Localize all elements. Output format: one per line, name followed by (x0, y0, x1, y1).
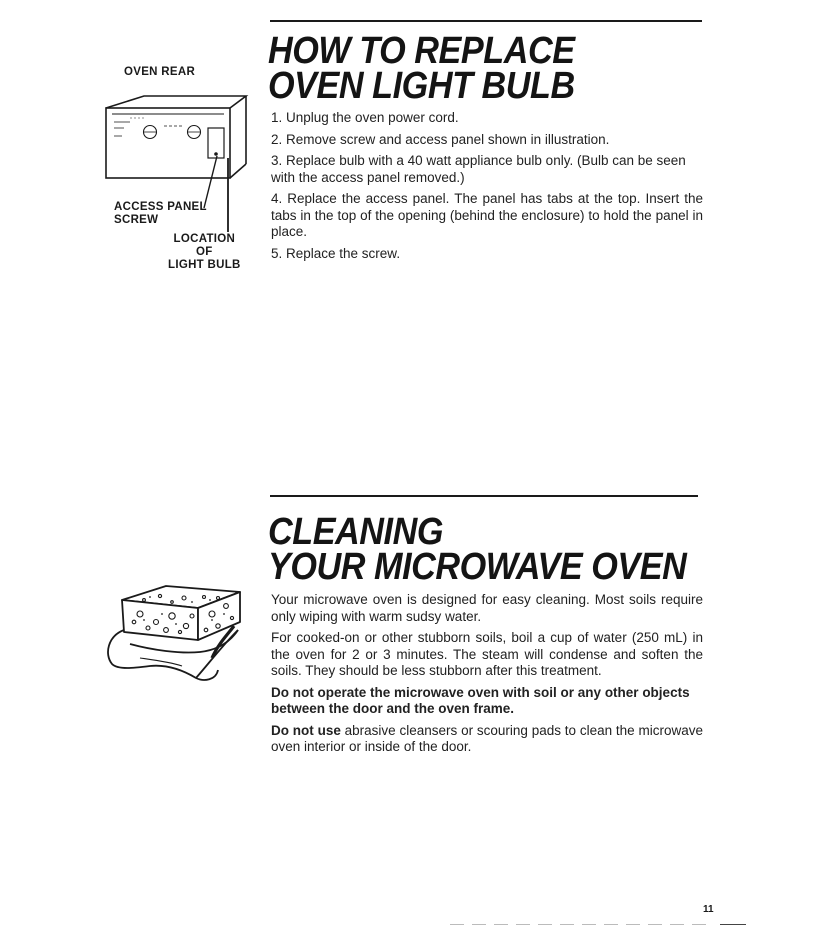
label-location (168, 233, 241, 272)
cleaning-do-not-use: Do not use (271, 722, 341, 738)
cleaning-heading-line1: CLEANING (268, 511, 444, 553)
label-screw: SCREW (114, 214, 159, 226)
step-1: 1. Unplug the oven power cord. (271, 110, 459, 125)
figure-title-oven-rear: OVEN REAR (124, 66, 196, 78)
footer-rule-faint (450, 924, 710, 925)
cleaning-paragraph-4-rest: abrasive cleansers or scouring pads to clean the microwave oven interior or inside of the door. (271, 722, 703, 754)
cleaning-heading (268, 511, 687, 588)
step-5: 5. Replace the screw. (271, 245, 401, 261)
cleaning-warning: Do not operate the microwave oven with soil or any other objects between the door and the oven frame. (271, 684, 690, 716)
footer-rule (720, 924, 746, 925)
section-rule-top (270, 20, 702, 22)
cleaning-heading-line2: YOUR MICROWAVE OVEN (268, 546, 687, 588)
bulb-heading-line1: HOW TO REPLACE (268, 30, 575, 72)
bulb-heading-line2: OVEN LIGHT BULB (268, 65, 575, 107)
section-rule-middle (270, 495, 698, 497)
label-access-panel: ACCESS PANEL (114, 201, 207, 213)
step-4: 4. Replace the access panel. The panel has tabs at the top. Insert the tabs in the top of the opening (behind the enclosure) to hold the panel in place. (271, 191, 703, 239)
step-3: 3. Replace bulb with a 40 watt appliance bulb only. (Bulb can be seen with the access panel removed.) (271, 153, 686, 185)
cleaning-text (271, 592, 703, 761)
label-location-line2: OF (196, 246, 213, 258)
bulb-steps (271, 110, 703, 267)
cleaning-paragraph-2: For cooked-on or other stubborn soils, boil a cup of water (250 mL) in the oven for 2 or 3 minutes. The steam will condense and soften the soils. They should be less stubborn after this treatment. (271, 630, 703, 678)
cleaning-paragraph-4 (271, 723, 703, 756)
page-number: 11 (703, 904, 714, 915)
cleaning-paragraph-1: Your microwave oven is designed for easy cleaning. Most soils require only wiping with warm sudsy water. (271, 592, 703, 624)
label-location-line1: LOCATION (173, 233, 236, 245)
bulb-heading (268, 30, 575, 107)
label-location-line3: LIGHT BULB (168, 259, 241, 271)
sponge-illustration (100, 570, 250, 688)
step-2: 2. Remove screw and access panel shown in illustration. (271, 131, 610, 147)
